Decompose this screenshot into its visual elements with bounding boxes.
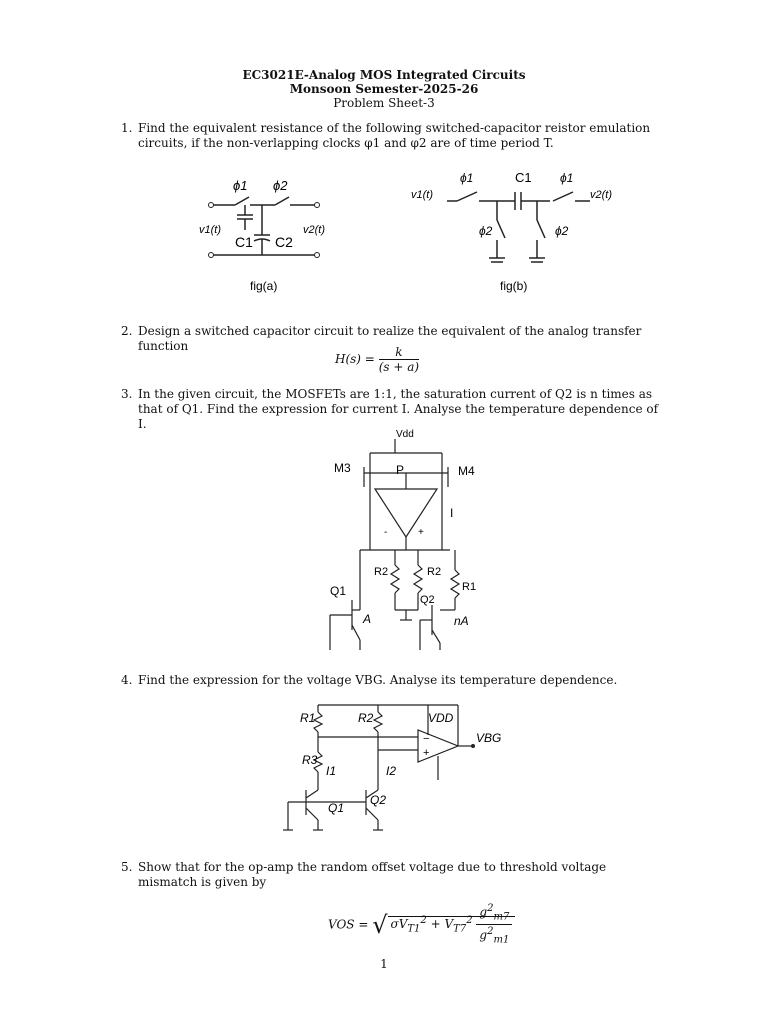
- a-label: A: [363, 612, 372, 626]
- q1-label: Q1: [328, 801, 345, 815]
- v1-label: v1(t): [199, 224, 221, 236]
- figure-3-circuit: [320, 425, 480, 665]
- fig-b-caption: fig(b): [500, 279, 528, 293]
- vdd-label: Vdd: [396, 429, 414, 440]
- m4-label: M4: [458, 464, 475, 478]
- vos-equation: VOS = √ $\sigma V_{T1}^2 + V_{T7}^2$ $\frac{g^2_{m7}}{g^2_{m1}}$: [328, 902, 515, 948]
- sheet-title: Problem Sheet-3: [333, 96, 435, 110]
- c1-label: C1: [235, 234, 253, 250]
- figure-a: [195, 175, 345, 300]
- plus-label: +: [418, 527, 424, 538]
- c2-label: C2: [275, 234, 293, 250]
- question-text: Find the equivalent resistance of the following switched-capacitor reistor emulation circuits, if the non-verlapping clocks φ1 and φ2 are of time period T.: [138, 121, 651, 150]
- question-number: 5.: [121, 860, 133, 874]
- question-number: 4.: [121, 673, 133, 687]
- plus-label: +: [423, 747, 430, 759]
- phi1-label: ϕ1: [460, 171, 474, 185]
- transfer-function: [335, 345, 419, 374]
- q2-label: Q2: [420, 594, 435, 606]
- figure-4-circuit: [278, 700, 508, 840]
- semester-title: Monsoon Semester-2025-26: [289, 82, 479, 96]
- p-label: P: [396, 463, 405, 477]
- phi1-label: ϕ1: [233, 178, 248, 193]
- r1-label: R1: [300, 711, 316, 725]
- c1-label: C1: [515, 170, 532, 185]
- minus-label: −: [423, 733, 430, 745]
- i1-label: I1: [326, 764, 337, 778]
- vos-lhs: VOS =: [328, 917, 369, 932]
- question-4: [121, 673, 661, 688]
- phi1-label: ϕ1: [560, 171, 574, 185]
- v1-label: v1(t): [411, 189, 433, 201]
- question-text: Design a switched capacitor circuit to realize the equivalent of the analog transfer function: [138, 324, 642, 353]
- m3-label: M3: [334, 461, 351, 475]
- question-1: [121, 121, 661, 151]
- i-label: I: [450, 506, 454, 520]
- r1-label: R1: [462, 581, 477, 593]
- r2-right-label: R2: [427, 566, 442, 578]
- h-numerator: k: [379, 345, 419, 360]
- page-number: 1: [380, 957, 388, 971]
- na-label: nA: [454, 614, 469, 628]
- question-text: Show that for the op-amp the random offset voltage due to threshold voltage mismatch is given by: [138, 860, 607, 889]
- r2-left-label: R2: [374, 566, 389, 578]
- question-text: Find the expression for the voltage VBG. Analyse its temperature dependence.: [138, 673, 618, 687]
- q1-label: Q1: [330, 584, 347, 598]
- h-lhs: H(s) =: [335, 352, 375, 366]
- phi2-label: ϕ2: [555, 224, 569, 238]
- figure-b: [405, 168, 635, 298]
- phi2-label: ϕ2: [273, 178, 288, 193]
- r3-label: R3: [302, 753, 318, 767]
- question-number: 3.: [121, 387, 133, 401]
- question-5: [121, 860, 661, 890]
- vdd-label: VDD: [428, 711, 454, 725]
- minus-label: -: [384, 527, 388, 538]
- v2-label: v2(t): [303, 224, 325, 236]
- phi2-label: ϕ2: [479, 224, 493, 238]
- h-denominator: (s + a): [378, 360, 420, 374]
- question-number: 1.: [121, 121, 133, 135]
- question-text: In the given circuit, the MOSFETs are 1:1, the saturation current of Q2 is n times as that of Q1. Find the expression for current I. Analyse the temperature dependence of I.: [138, 387, 659, 431]
- course-title: EC3021E-Analog MOS Integrated Circuits: [242, 68, 526, 82]
- question-number: 2.: [121, 324, 133, 338]
- v2-label: v2(t): [590, 189, 612, 201]
- fig-a-caption: fig(a): [250, 279, 278, 293]
- r2-label: R2: [358, 711, 374, 725]
- vbg-label: VBG: [476, 731, 502, 745]
- q2-label: Q2: [370, 793, 387, 807]
- i2-label: I2: [386, 764, 397, 778]
